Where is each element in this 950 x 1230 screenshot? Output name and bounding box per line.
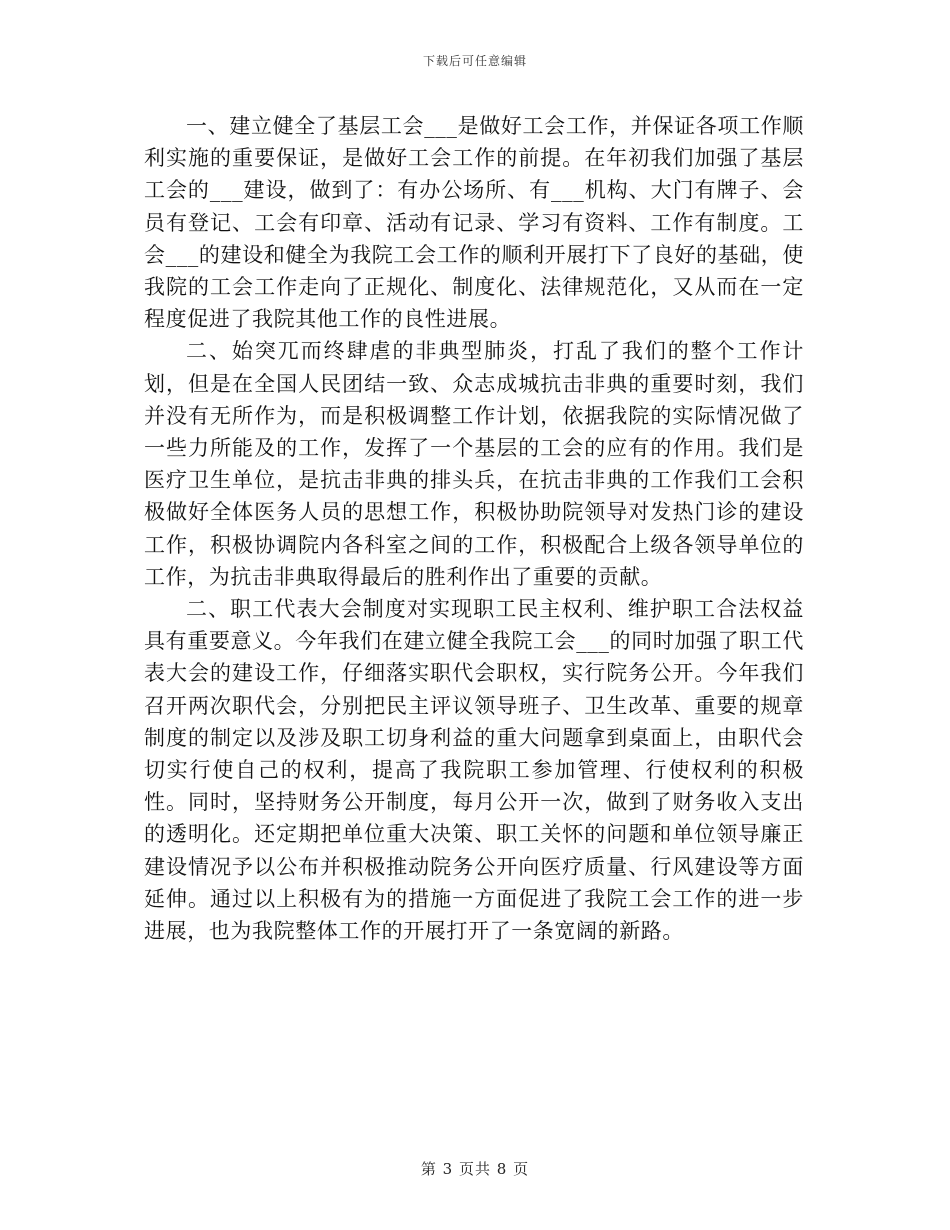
document-body (144, 110, 804, 947)
page-number-footer: 第 3 页共 8 页 (420, 1160, 530, 1178)
paragraph-1: 一、建立健全了基层工会___是做好工会工作，并保证各项工作顺利实施的重要保证，是做好工会工作的前提。在年初我们加强了基层工会的___建设，做到了：有办公场所、有___机构、大门有牌子、会员有登记、工会有印章、活动有记录、学习有资料、工作有制度。工会___的建设和健全为我院工会工作的顺利开展打下了良好的基础，使我院的工会工作走向了正规化、制度化、法律规范化，又从而在一定程度促进了我院其他工作的良性进展。 (144, 114, 804, 332)
page-header: 下载后可任意编辑 (422, 54, 527, 68)
paragraph-2: 二、始突兀而终肆虐的非典型肺炎，打乱了我们的整个工作计划，但是在全国人民团结一致、众志成城抗击非典的重要时刻，我们并没有无所作为，而是积极调整工作计划，依据我院的实际情况做了一些力所能及的工作，发挥了一个基层的工会的应有的作用。我们是医疗卫生单位，是抗击非典的排头兵，在抗击非典的工作我们工会积极做好全体医务人员的思想工作，积极协助院领导对发热门诊的建设工作，积极协调院内各科室之间的工作，积极配合上级各领导单位的工作，为抗击非典取得最后的胜利作出了重要的贡献。 (144, 339, 804, 589)
paragraph-3: 二、职工代表大会制度对实现职工民主权利、维护职工合法权益具有重要意义。今年我们在建立健全我院工会___的同时加强了职工代表大会的建设工作，仔细落实职代会职权，实行院务公开。今年我们召开两次职代会，分别把民主评议领导班子、卫生改革、重要的规章制度的制定以及涉及职工切身利益的重大问题拿到桌面上，由职代会切实行使自己的权利，提高了我院职工参加管理、行使权利的积极性。同时，坚持财务公开制度，每月公开一次，做到了财务收入支出的透明化。还定期把单位重大决策、职工关怀的问题和单位领导廉正建设情况予以公布并积极推动院务公开向医疗质量、行风建设等方面延伸。通过以上积极有为的措施一方面促进了我院工会工作的进一步进展，也为我院整体工作的开展打开了一条宽阔的新路。 (144, 597, 804, 944)
